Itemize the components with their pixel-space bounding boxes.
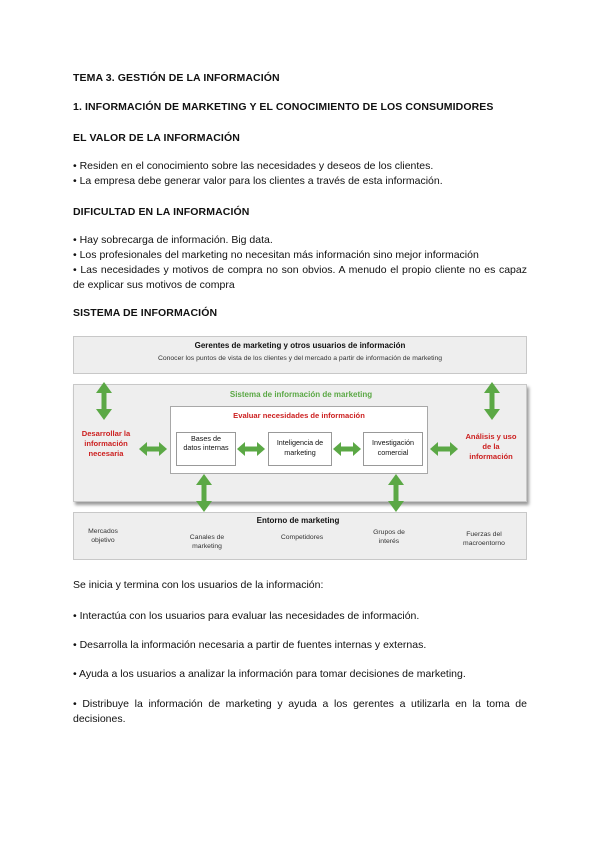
inner-box-investigacion-label: Investigación comercial [372, 438, 414, 457]
inner-box-bases-label: Bases de datos internas [183, 434, 229, 452]
entorno-title: Entorno de marketing [256, 516, 340, 525]
arrow-bottom-left-icon [196, 474, 212, 512]
list-item: • Interactúa con los usuarios para evaluar las necesidades de información. [73, 610, 420, 622]
list-item: • Desarrolla la información necesaria a partir de fuentes internas y externas. [73, 639, 427, 651]
list-item: • Distribuye la información de marketing y ayuda a los gerentes a utilizarla en la toma de decisiones. [73, 698, 527, 725]
evaluar-title: Evaluar necesidades de información [233, 411, 365, 420]
dificultad-list [73, 233, 527, 293]
arrow-mid-right-icon [333, 442, 361, 456]
mis-title: Sistema de información de marketing [229, 390, 373, 399]
marketing-information-system-diagram [73, 336, 529, 560]
arrow-bottom-right-icon [388, 474, 404, 512]
list-item: • Hay sobrecarga de información. Big data. [73, 234, 273, 246]
entorno-item: Competidores [280, 534, 324, 541]
entorno-item: Canales de marketing [189, 534, 225, 550]
heading-sistema: SISTEMA DE INFORMACIÓN [73, 307, 218, 319]
list-item: • Las necesidades y motivos de compra no son obvios. A menudo el propio cliente no es capaz de explicar sus motivos de compra [73, 264, 527, 291]
valor-list [73, 159, 533, 189]
entorno-item: Fuerzas del macroentorno [463, 531, 505, 547]
list-item: • La empresa debe generar valor para los clientes a través de esta información. [73, 175, 443, 187]
section-heading-1: 1. INFORMACIÓN DE MARKETING Y EL CONOCIMIENTO DE LOS CONSUMIDORES [73, 101, 494, 113]
right-label: Análisis y uso de la información [465, 432, 517, 461]
arrow-right-icon [430, 442, 458, 456]
heading-valor: EL VALOR DE LA INFORMACIÓN [73, 132, 240, 144]
heading-dificultad: DIFICULTAD EN LA INFORMACIÓN [73, 206, 250, 218]
managers-subtitle: Conocer los puntos de vista de los clientes y del mercado a partir de información de marketing [157, 355, 443, 362]
left-label: Desarrollar la información necesaria [81, 429, 131, 458]
list-item: • Ayuda a los usuarios a analizar la información para tomar decisiones de marketing. [73, 668, 466, 680]
arrow-top-right-icon [484, 382, 500, 420]
list-item: • Residen en el conocimiento sobre las necesidades y deseos de los clientes. [73, 160, 434, 172]
managers-title: Gerentes de marketing y otros usuarios de información [194, 341, 406, 350]
intro-paragraph: Se inicia y termina con los usuarios de la información: [73, 579, 324, 591]
diagram-arrows [73, 336, 529, 560]
arrow-top-left-icon [96, 382, 112, 420]
entorno-item: Grupos de interés [373, 529, 405, 545]
arrow-left-icon [139, 442, 167, 456]
entorno-item: Mercados objetivo [88, 528, 118, 544]
page-title: TEMA 3. GESTIÓN DE LA INFORMACIÓN [73, 72, 280, 84]
list-item: • Los profesionales del marketing no necesitan más información sino mejor información [73, 249, 479, 261]
arrow-mid-left-icon [237, 442, 265, 456]
inner-box-inteligencia-label: Inteligencia de marketing [276, 438, 324, 457]
